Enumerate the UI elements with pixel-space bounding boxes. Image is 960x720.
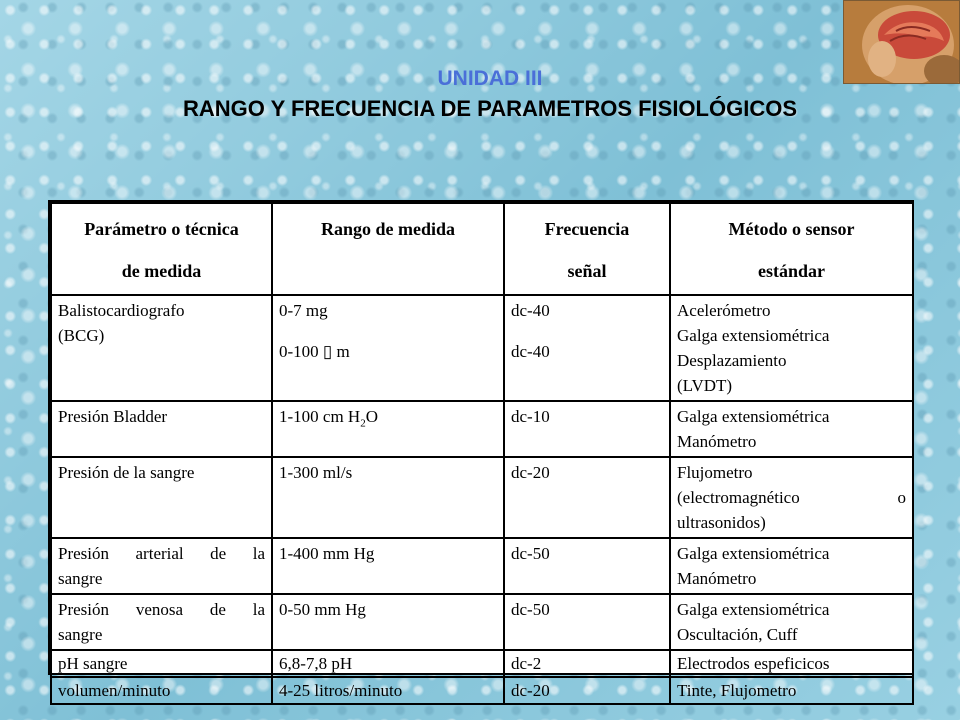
cell-text: Manómetro	[677, 569, 757, 588]
cell-text: Presión de la sangre	[58, 463, 195, 482]
cell-text: Galga extensiométrica	[677, 407, 830, 426]
cell-frequency	[504, 295, 670, 401]
cell-frequency	[504, 538, 670, 594]
cell-parameter	[51, 295, 272, 401]
cell-text: 1-400 mm Hg	[279, 544, 375, 563]
cell-text: Galga extensiométrica	[677, 600, 830, 619]
cell-frequency	[504, 594, 670, 650]
cell-text: 6,8-7,8 pH	[279, 654, 353, 673]
table-row	[51, 594, 913, 650]
cell-text: 0-7 mg	[279, 301, 328, 320]
cell-text: sangre	[58, 569, 103, 588]
cell-parameter	[51, 677, 272, 704]
cell-range	[272, 650, 504, 677]
cell-text: Presión arterial de la	[58, 544, 265, 563]
cell-text: Electrodos espeficicos	[677, 654, 830, 673]
cell-text: dc-20	[511, 463, 550, 482]
cell-frequency	[504, 677, 670, 704]
header-method-line2: estándar	[758, 261, 825, 281]
table-row	[51, 457, 913, 538]
cell-text: 4-25 litros/minuto	[279, 681, 403, 700]
cell-range	[272, 295, 504, 401]
cell-range	[272, 594, 504, 650]
cell-text: Desplazamiento	[677, 351, 787, 370]
cell-text: dc-40	[511, 301, 550, 320]
cell-range	[272, 457, 504, 538]
cell-method	[670, 457, 913, 538]
cell-parameter	[51, 650, 272, 677]
cell-text: Flujometro	[677, 463, 753, 482]
cell-text: Tinte, Flujometro	[677, 681, 797, 700]
cell-method	[670, 677, 913, 704]
cell-text: dc-10	[511, 407, 550, 426]
cell-text: sangre	[58, 625, 103, 644]
cell-range	[272, 538, 504, 594]
cell-text: Balistocardiografo	[58, 301, 185, 320]
range-text: 1-100 cm H	[279, 407, 361, 426]
header-range-line1: Rango de medida	[320, 219, 455, 239]
range-text-suffix: O	[365, 407, 378, 426]
cell-frequency	[504, 401, 670, 457]
cell-text: 1-300 ml/s	[279, 463, 353, 482]
cell-text: dc-50	[511, 544, 550, 563]
cell-text: Galga extensiométrica	[677, 544, 830, 563]
cell-range	[272, 677, 504, 704]
cell-text: Galga extensiométrica	[677, 326, 830, 345]
cell-text: Acelerómetro	[677, 301, 771, 320]
cell-parameter	[51, 457, 272, 538]
cell-text: 0-50 mm Hg	[279, 600, 366, 619]
cell-text: pH sangre	[58, 654, 128, 673]
cell-text: dc-40	[511, 342, 550, 361]
cell-text: dc-50	[511, 600, 550, 619]
cell-parameter	[51, 538, 272, 594]
cell-text: (BCG)	[58, 326, 105, 345]
table-row	[51, 677, 913, 704]
cell-parameter	[51, 594, 272, 650]
cell-range	[272, 401, 504, 457]
header-method-line1: Método o sensor	[728, 219, 855, 239]
cell-text-justified	[677, 485, 906, 510]
range-subscript: 2	[360, 417, 366, 430]
cell-text: Presión Bladder	[58, 407, 168, 426]
table-row	[51, 538, 913, 594]
title-block	[0, 66, 960, 124]
cell-text	[279, 404, 497, 436]
table-row	[51, 295, 913, 401]
cell-method	[670, 401, 913, 457]
cell-parameter	[51, 401, 272, 457]
unit-title: UNIDAD III	[437, 67, 543, 90]
cell-frequency	[504, 650, 670, 677]
table-row	[51, 650, 913, 677]
cell-text: dc-20	[511, 681, 550, 700]
cell-text: Manómetro	[677, 432, 757, 451]
header-frequency	[504, 203, 670, 295]
parameters-table	[50, 202, 914, 705]
page-title: RANGO Y FRECUENCIA DE PARAMETROS FISIOLÓGICOS	[182, 96, 797, 121]
cell-frequency	[504, 457, 670, 538]
cell-text: o	[897, 488, 906, 507]
header-parameter-line2: de medida	[121, 261, 202, 281]
cell-method	[670, 594, 913, 650]
cell-text: 0-100 ▯ m	[279, 342, 350, 361]
cell-text: Oscultación, Cuff	[677, 625, 798, 644]
cell-text: (LVDT)	[677, 376, 733, 395]
cell-method	[670, 650, 913, 677]
cell-method	[670, 538, 913, 594]
cell-text: dc-2	[511, 654, 542, 673]
cell-text: Presión venosa de la	[58, 600, 265, 619]
table-header-row	[51, 203, 913, 295]
parameters-table-frame	[48, 200, 914, 700]
header-parameter-line1: Parámetro o técnica	[84, 219, 239, 239]
cell-method	[670, 295, 913, 401]
header-range	[272, 203, 504, 295]
cell-text: (electromagnético	[677, 488, 800, 507]
cell-text: volumen/minuto	[58, 681, 171, 700]
header-frequency-line1: Frecuencia	[544, 219, 630, 239]
header-parameter	[51, 203, 272, 295]
header-frequency-line2: señal	[567, 261, 607, 281]
cell-text: ultrasonidos)	[677, 513, 766, 532]
header-method	[670, 203, 913, 295]
table-row	[51, 401, 913, 457]
